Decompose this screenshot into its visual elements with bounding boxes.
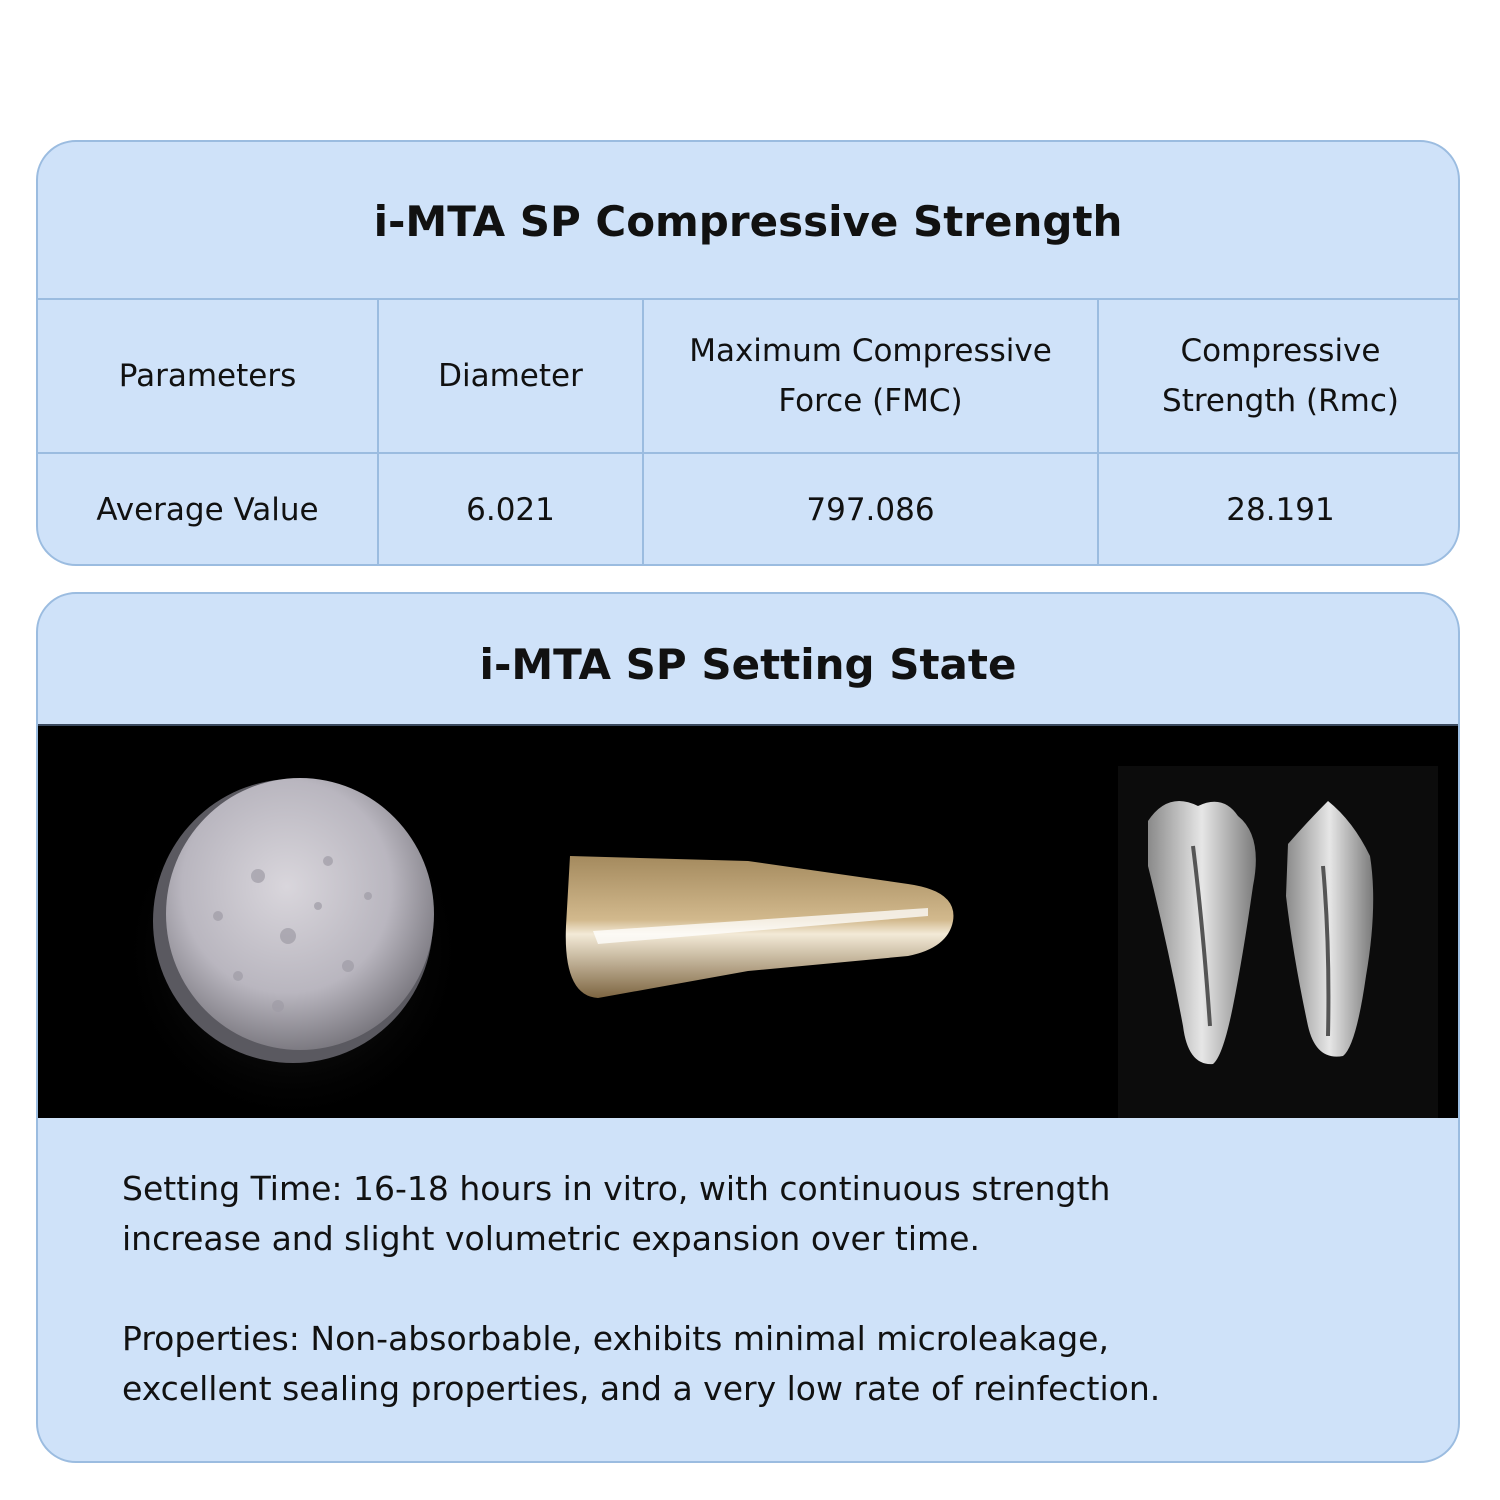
strength-value: 28.191: [1226, 492, 1335, 528]
photo-strip: [38, 724, 1458, 1118]
max-force-value: 797.086: [643, 453, 1098, 566]
header-diameter: Diameter: [378, 299, 643, 453]
setting-notes: [38, 1118, 1458, 1414]
setting-card-title: i-MTA SP Setting State: [479, 640, 1017, 689]
setting-time-text: Setting Time: 16-18 hours in vitro, with continuous strength increase and slight volumetric expansion over time.: [122, 1169, 1111, 1258]
root-post-image: [508, 726, 998, 1118]
strength-card-title: i-MTA SP Compressive Strength: [373, 197, 1123, 246]
diameter-value: 6.021: [378, 453, 643, 566]
strength-table: [38, 298, 1460, 566]
header-parameters: Parameters: [38, 299, 378, 453]
table-row: [38, 453, 1460, 566]
setting-state-card: [36, 592, 1460, 1463]
row-label: Average Value: [38, 453, 378, 566]
cement-disc-image: [38, 726, 508, 1118]
properties-text: Properties: Non-absorbable, exhibits minimal microleakage, excellent sealing properties, and a very low rate of reinfection.: [122, 1319, 1161, 1408]
compressive-strength-card: [36, 140, 1460, 566]
header-max-force: Maximum Compressive Force (FMC): [643, 299, 1098, 453]
header-strength: Compressive Strength (Rmc): [1098, 299, 1460, 453]
table-header-row: [38, 299, 1460, 453]
radiograph-image: [998, 726, 1458, 1118]
